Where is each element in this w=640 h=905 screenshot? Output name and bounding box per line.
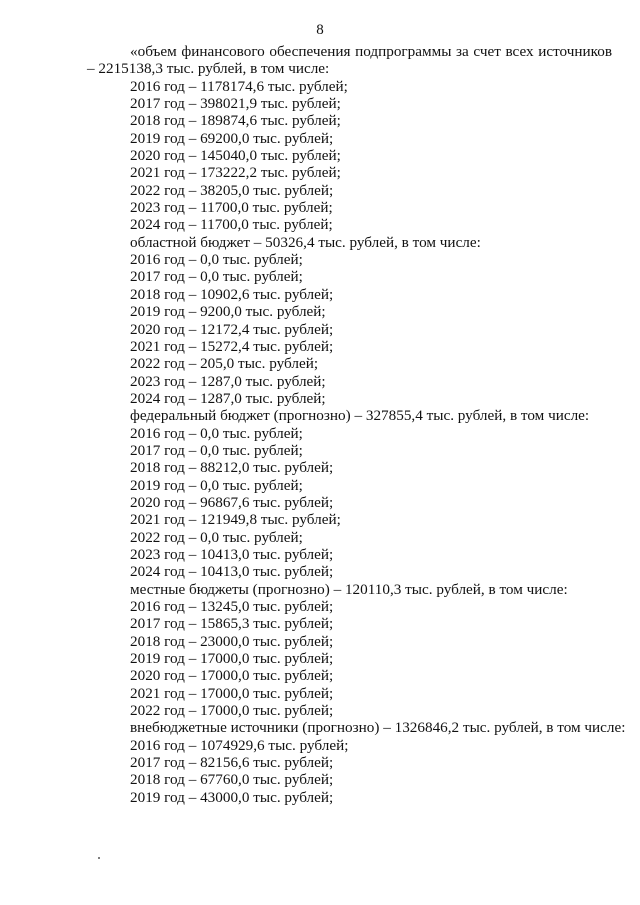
year-amount-line: 2021 год – 121949,8 тыс. рублей; bbox=[130, 511, 341, 529]
intro-paragraph: «объем финансового обеспечения подпрограммы за счет всех источников – 2215138,3 тыс. рублей, в том числе: bbox=[87, 43, 612, 78]
year-amount-line: 2016 год – 0,0 тыс. рублей; bbox=[130, 251, 303, 269]
year-amount-line: 2024 год – 10413,0 тыс. рублей; bbox=[130, 563, 334, 581]
year-amount-line: 2020 год – 17000,0 тыс. рублей; bbox=[130, 667, 334, 685]
year-amount-line: 2022 год – 38205,0 тыс. рублей; bbox=[130, 181, 334, 199]
section-header: внебюджетные источники (прогнозно) – 1326846,2 тыс. рублей, в том числе: bbox=[130, 719, 626, 737]
funding-sections bbox=[87, 77, 626, 806]
funding-section bbox=[87, 234, 612, 407]
funding-section bbox=[87, 78, 612, 234]
year-amount-line: 2021 год – 17000,0 тыс. рублей; bbox=[130, 684, 334, 702]
funding-section bbox=[87, 581, 612, 720]
year-amount-line: 2018 год – 67760,0 тыс. рублей; bbox=[130, 771, 334, 789]
year-amount-line: 2020 год – 96867,6 тыс. рублей; bbox=[130, 493, 334, 511]
year-amount-line: 2019 год – 9200,0 тыс. рублей; bbox=[130, 303, 326, 321]
year-amount-line: 2018 год – 23000,0 тыс. рублей; bbox=[130, 632, 334, 650]
year-amount-line: 2022 год – 0,0 тыс. рублей; bbox=[130, 528, 303, 546]
section-header: местные бюджеты (прогнозно) – 120110,3 тыс. рублей, в том числе: bbox=[130, 580, 568, 598]
year-amount-line: 2017 год – 0,0 тыс. рублей; bbox=[130, 441, 303, 459]
year-amount-line: 2017 год – 15865,3 тыс. рублей; bbox=[130, 615, 334, 633]
year-amount-line: 2021 год – 15272,4 тыс. рублей; bbox=[130, 337, 334, 355]
year-amount-line: 2021 год – 173222,2 тыс. рублей; bbox=[130, 164, 341, 182]
year-amount-line: 2023 год – 1287,0 тыс. рублей; bbox=[130, 372, 326, 390]
year-amount-line: 2018 год – 88212,0 тыс. рублей; bbox=[130, 459, 334, 477]
year-amount-line: 2020 год – 145040,0 тыс. рублей; bbox=[130, 147, 341, 165]
section-header: федеральный бюджет (прогнозно) – 327855,4 тыс. рублей, в том числе: bbox=[130, 407, 590, 425]
year-amount-line: 2022 год – 205,0 тыс. рублей; bbox=[130, 355, 319, 373]
year-amount-line: 2017 год – 0,0 тыс. рублей; bbox=[130, 268, 303, 286]
year-amount-line: 2018 год – 10902,6 тыс. рублей; bbox=[130, 285, 334, 303]
year-amount-line: 2016 год – 1178174,6 тыс. рублей; bbox=[130, 77, 348, 95]
year-amount-line: 2019 год – 0,0 тыс. рублей; bbox=[130, 476, 303, 494]
year-amount-line: 2022 год – 17000,0 тыс. рублей; bbox=[130, 702, 334, 720]
page-number: 8 bbox=[316, 22, 324, 38]
funding-section bbox=[87, 719, 626, 806]
section-header: областной бюджет – 50326,4 тыс. рублей, в том числе: bbox=[130, 233, 481, 251]
year-amount-line: 2023 год – 11700,0 тыс. рублей; bbox=[130, 199, 333, 217]
year-amount-line: 2017 год – 398021,9 тыс. рублей; bbox=[130, 95, 341, 113]
year-amount-line: 2023 год – 10413,0 тыс. рублей; bbox=[130, 545, 334, 563]
year-amount-line: 2019 год – 69200,0 тыс. рублей; bbox=[130, 129, 334, 147]
year-amount-line: 2024 год – 11700,0 тыс. рублей; bbox=[130, 216, 333, 234]
year-amount-line: 2018 год – 189874,6 тыс. рублей; bbox=[130, 112, 341, 130]
year-amount-line: 2016 год – 0,0 тыс. рублей; bbox=[130, 424, 303, 442]
year-amount-line: 2019 год – 43000,0 тыс. рублей; bbox=[130, 788, 334, 806]
year-amount-line: 2020 год – 12172,4 тыс. рублей; bbox=[130, 320, 334, 338]
year-amount-line: 2016 год – 13245,0 тыс. рублей; bbox=[130, 598, 334, 615]
year-amount-line: 2016 год – 1074929,6 тыс. рублей; bbox=[130, 736, 349, 754]
year-amount-line: 2019 год – 17000,0 тыс. рублей; bbox=[130, 650, 334, 668]
year-amount-line: 2024 год – 1287,0 тыс. рублей; bbox=[130, 389, 326, 407]
year-amount-line: 2017 год – 82156,6 тыс. рублей; bbox=[130, 754, 334, 772]
scan-speck bbox=[98, 857, 100, 859]
document-body bbox=[87, 43, 626, 806]
funding-section bbox=[87, 407, 612, 580]
